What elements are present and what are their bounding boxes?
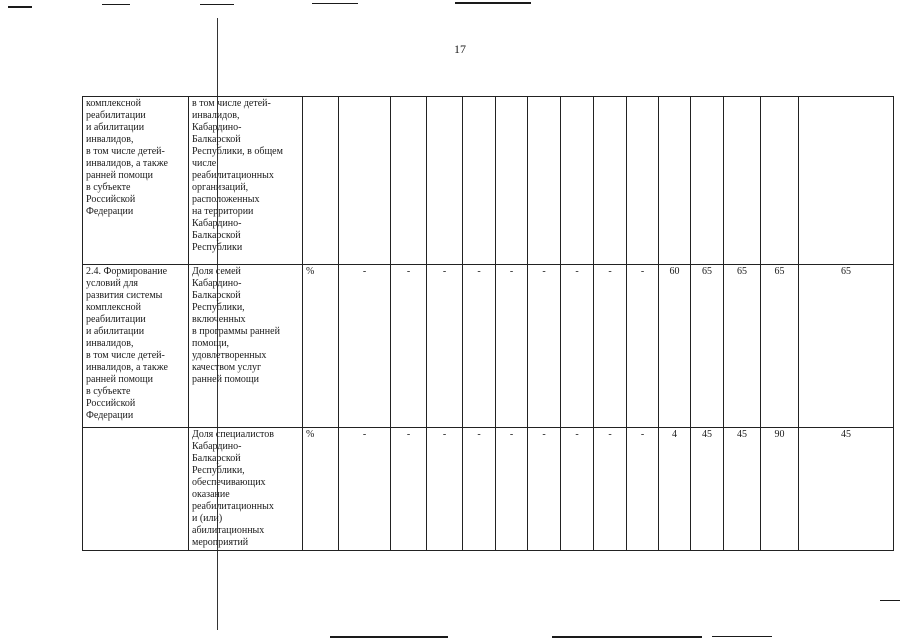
value-cell: 65 xyxy=(691,265,724,428)
indicator-cell: в том числе детей- инвалидов, Кабардино- Балкарской Республики, в общем числе реабилитационных организаций, расположенных на территории Кабардино- Балкарской Республики xyxy=(189,97,303,265)
value-cell xyxy=(627,97,659,265)
value-cell: - xyxy=(496,265,528,428)
value-cell: - xyxy=(528,265,561,428)
value-cell xyxy=(724,97,761,265)
unit-cell xyxy=(303,97,339,265)
scan-mark-bottom-3 xyxy=(712,636,772,637)
page-number: 17 xyxy=(454,42,466,56)
value-cell: 65 xyxy=(799,265,894,428)
value-cell: - xyxy=(627,428,659,551)
value-cell xyxy=(339,97,391,265)
value-cell xyxy=(799,97,894,265)
value-cell: - xyxy=(627,265,659,428)
indicators-table xyxy=(82,96,894,551)
value-cell: 65 xyxy=(761,265,799,428)
value-cell: - xyxy=(463,428,496,551)
value-cell: - xyxy=(339,428,391,551)
goal-cell: комплексной реабилитации и абилитации инвалидов, в том числе детей- инвалидов, а также ранней помощи в субъекте Российской Федерации xyxy=(83,97,189,265)
value-cell xyxy=(427,97,463,265)
value-cell: - xyxy=(427,428,463,551)
indicator-cell: Доля специалистов Кабардино- Балкарской Республики, обеспечивающих оказание реабилитационных и (или) абилитационных мероприятий xyxy=(189,428,303,551)
value-cell xyxy=(528,97,561,265)
table-row xyxy=(83,97,894,265)
value-cell xyxy=(391,97,427,265)
scan-mark-top-5 xyxy=(455,2,531,4)
value-cell: - xyxy=(463,265,496,428)
value-cell: - xyxy=(391,265,427,428)
scan-mark-bottom-4 xyxy=(880,600,900,601)
scan-mark-top-4 xyxy=(312,3,358,4)
table-row xyxy=(83,428,894,551)
table-row xyxy=(83,265,894,428)
value-cell: 45 xyxy=(691,428,724,551)
value-cell: - xyxy=(561,428,594,551)
value-cell xyxy=(463,97,496,265)
value-cell: - xyxy=(594,428,627,551)
value-cell xyxy=(496,97,528,265)
scan-mark-bottom-1 xyxy=(330,636,448,638)
value-cell: 60 xyxy=(659,265,691,428)
scan-mark-top-3 xyxy=(200,4,234,5)
goal-cell xyxy=(83,428,189,551)
value-cell xyxy=(594,97,627,265)
value-cell: - xyxy=(391,428,427,551)
unit-cell: % xyxy=(303,428,339,551)
value-cell: - xyxy=(528,428,561,551)
value-cell: - xyxy=(339,265,391,428)
value-cell: - xyxy=(427,265,463,428)
value-cell xyxy=(691,97,724,265)
indicator-cell: Доля семей Кабардино- Балкарской Республики, включенных в программы ранней помощи, удовлетворенных качеством услуг ранней помощи xyxy=(189,265,303,428)
value-cell: 90 xyxy=(761,428,799,551)
value-cell xyxy=(761,97,799,265)
value-cell: 45 xyxy=(724,428,761,551)
value-cell: 45 xyxy=(799,428,894,551)
value-cell xyxy=(561,97,594,265)
value-cell: - xyxy=(561,265,594,428)
scan-mark-top-1 xyxy=(8,6,32,8)
value-cell: - xyxy=(594,265,627,428)
scan-mark-bottom-2 xyxy=(552,636,702,638)
value-cell xyxy=(659,97,691,265)
scan-mark-top-2 xyxy=(102,4,130,5)
value-cell: 65 xyxy=(724,265,761,428)
value-cell: 4 xyxy=(659,428,691,551)
unit-cell: % xyxy=(303,265,339,428)
goal-cell: 2.4. Формирование условий для развития системы комплексной реабилитации и абилитации инвалидов, в том числе детей- инвалидов, а также ранней помощи в субъекте Российской Федерации xyxy=(83,265,189,428)
value-cell: - xyxy=(496,428,528,551)
